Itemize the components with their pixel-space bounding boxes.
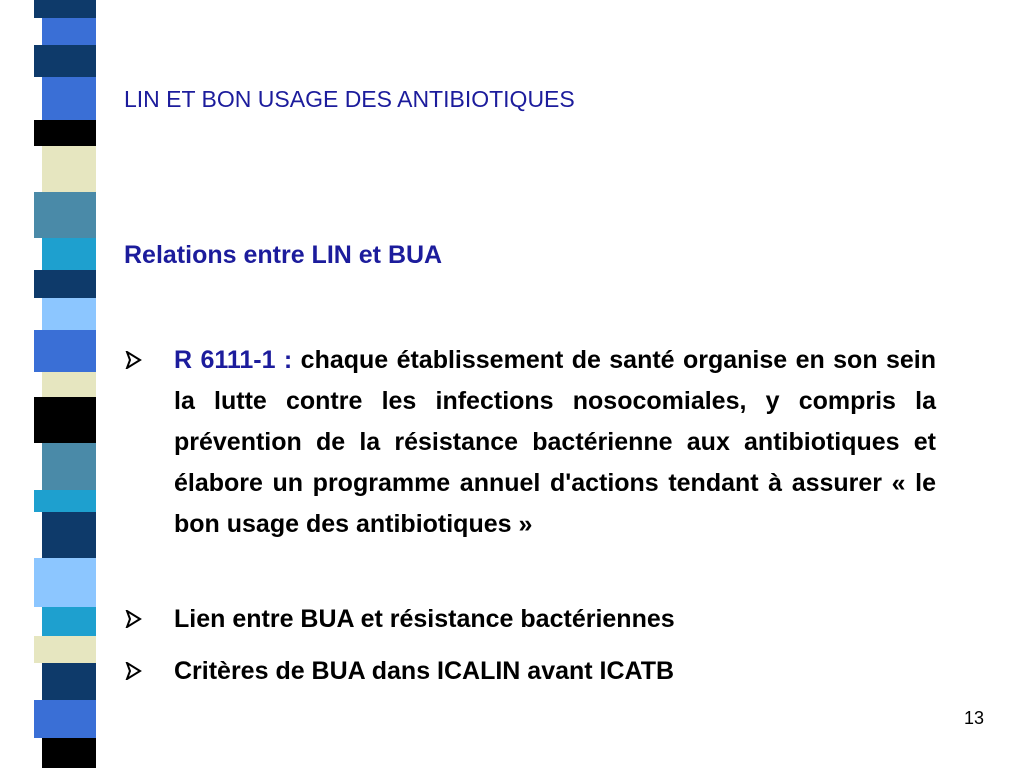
- bullet-item-lien: [124, 599, 936, 640]
- stripe-block: [42, 443, 96, 490]
- stripe-block: [42, 238, 96, 270]
- stripe-block: [42, 77, 96, 120]
- bullet-text: chaque établissement de santé organise en son sein la lutte contre les infections nosocomiales, y compris la prévention de la résistance bactérienne aux antibiotiques et élabore un programme annuel d'actions tendant à assurer « le bon usage des antibiotiques »: [174, 346, 937, 538]
- stripe-block: [42, 663, 96, 700]
- stripe-block: [42, 738, 96, 768]
- bullet-item-criteres: [124, 651, 936, 692]
- stripe-block: [34, 45, 96, 77]
- legal-reference: R 6111-1 :: [174, 346, 293, 374]
- page-number: 13: [964, 708, 985, 728]
- stripe-block: [34, 636, 96, 663]
- arrow-bullet-icon: [124, 662, 142, 680]
- stripe-block: [34, 120, 96, 146]
- stripe-block: [34, 192, 96, 238]
- stripe-block: [42, 18, 96, 45]
- stripe-block: [42, 372, 96, 397]
- bullet-item-r6111: [124, 340, 936, 590]
- arrow-bullet-icon: [124, 610, 142, 628]
- slide-subtitle: Relations entre LIN et BUA: [124, 241, 443, 269]
- stripe-block: [34, 330, 96, 372]
- bullet-text: Critères de BUA dans ICALIN avant ICATB: [174, 657, 675, 685]
- bullet-text: Lien entre BUA et résistance bactériennes: [174, 605, 675, 633]
- stripe-block: [34, 270, 96, 298]
- stripe-block: [34, 490, 96, 512]
- stripe-block: [42, 146, 96, 192]
- arrow-bullet-icon: [124, 351, 142, 369]
- stripe-block: [34, 397, 96, 443]
- stripe-block: [34, 558, 96, 607]
- stripe-block: [42, 607, 96, 636]
- decorative-stripe-band: [0, 0, 116, 768]
- slide-title: LIN ET BON USAGE DES ANTIBIOTIQUES: [124, 86, 575, 112]
- stripe-block: [42, 512, 96, 558]
- stripe-block: [34, 0, 96, 18]
- bullet-paragraph: [174, 340, 936, 545]
- stripe-block: [42, 298, 96, 330]
- stripe-block: [34, 700, 96, 738]
